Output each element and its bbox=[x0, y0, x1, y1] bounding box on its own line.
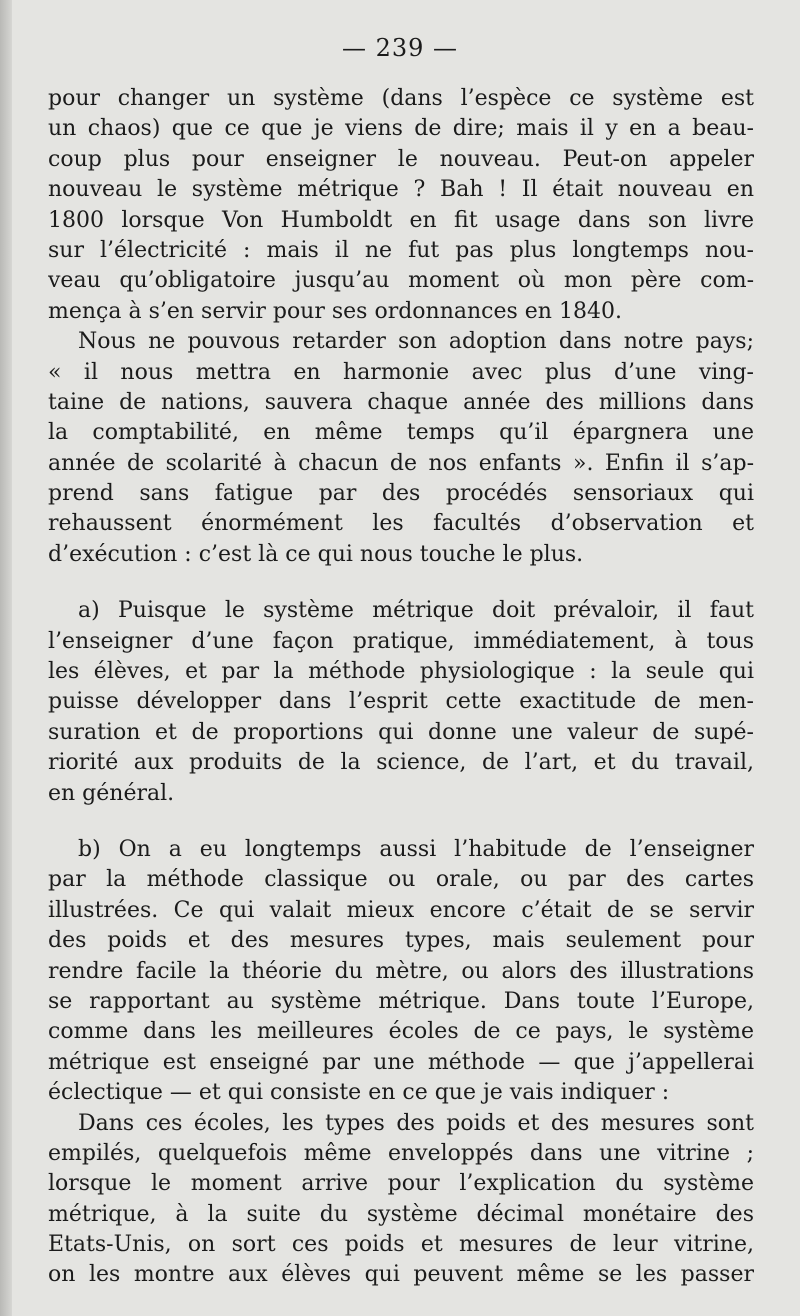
page-edge-shadow bbox=[0, 0, 12, 1316]
text-line: rehaussent énormément les facultés d’observation et bbox=[48, 511, 754, 537]
text-line: année de scolarité à chacun de nos enfants ». Enfin il s’ap- bbox=[48, 450, 754, 476]
paragraph-gap bbox=[48, 570, 754, 596]
text-line: suration et de proportions qui donne une valeur de supé- bbox=[48, 719, 754, 745]
text-line: sur l’électricité : mais il ne fut pas plus longtemps nou- bbox=[48, 237, 754, 263]
paragraph-1 bbox=[48, 84, 754, 327]
text-line: les élèves, et par la méthode physiologique : la seule qui bbox=[48, 659, 754, 685]
text-line: riorité aux produits de la science, de l’art, et du travail, bbox=[48, 750, 754, 776]
text-line: mença à s’en servir pour ses ordonnances en 1840. bbox=[48, 298, 622, 324]
text-line: prend sans fatigue par des procédés sensoriaux qui bbox=[48, 481, 754, 507]
text-line: puisse développer dans l’esprit cette exactitude de men- bbox=[48, 689, 754, 715]
text-line: veau qu’obligatoire jusqu’au moment où mon père com- bbox=[48, 268, 754, 294]
paragraph-5 bbox=[48, 1109, 754, 1291]
text-line: on les montre aux élèves qui peuvent même se les passer bbox=[48, 1262, 754, 1288]
text-line: comme dans les meilleures écoles de ce pays, le système bbox=[48, 1019, 754, 1045]
text-line: un chaos) que ce que je viens de dire; mais il y en a beau- bbox=[48, 116, 754, 142]
text-line: par la méthode classique ou orale, ou par des cartes bbox=[48, 867, 754, 893]
paragraph-3 bbox=[48, 596, 754, 809]
text-line: empilés, quelquefois même enveloppés dans une vitrine ; bbox=[48, 1140, 754, 1166]
text-line: nouveau le système métrique ? Bah ! Il était nouveau en bbox=[48, 177, 754, 203]
text-line: lorsque le moment arrive pour l’explication du système bbox=[48, 1171, 754, 1197]
text-line: métrique, à la suite du système décimal monétaire des bbox=[48, 1201, 754, 1227]
text-line: illustrées. Ce qui valait mieux encore c’était de se servir bbox=[48, 897, 754, 923]
text-line: b) On a eu longtemps aussi l’habitude de l’enseigner bbox=[78, 836, 754, 862]
paragraph-4 bbox=[48, 835, 754, 1109]
paragraph-gap bbox=[48, 809, 754, 835]
text-line: en général. bbox=[48, 780, 175, 806]
text-line: se rapportant au système métrique. Dans toute l’Europe, bbox=[48, 988, 754, 1014]
text-line: l’enseigner d’une façon pratique, immédiatement, à tous bbox=[48, 628, 754, 654]
text-line: rendre facile la théorie du mètre, ou alors des illustrations bbox=[48, 958, 754, 984]
text-line: Etats-Unis, on sort ces poids et mesures de leur vitrine, bbox=[48, 1232, 754, 1258]
text-line: métrique est enseigné par une méthode — que j’appellerai bbox=[48, 1049, 754, 1075]
text-line: Nous ne pouvous retarder son adoption dans notre pays; bbox=[78, 329, 754, 355]
text-line: taine de nations, sauvera chaque année des millions dans bbox=[48, 389, 754, 415]
text-line: éclectique — et qui consiste en ce que je vais indiquer : bbox=[48, 1080, 670, 1106]
text-line: des poids et des mesures types, mais seulement pour bbox=[48, 928, 754, 954]
text-line: la comptabilité, en même temps qu’il épargnera une bbox=[48, 420, 754, 446]
text-line: coup plus pour enseigner le nouveau. Peut-on appeler bbox=[48, 146, 754, 172]
text-line: d’exécution : c’est là ce qui nous touche le plus. bbox=[48, 541, 584, 567]
page-number: — 239 — bbox=[341, 34, 459, 62]
text-line: pour changer un système (dans l’espèce ce système est bbox=[48, 86, 754, 111]
body-text bbox=[48, 84, 754, 1291]
text-line: 1800 lorsque Von Humboldt en fit usage dans son livre bbox=[48, 207, 754, 233]
text-line: « il nous mettra en harmonie avec plus d’une ving- bbox=[48, 359, 754, 385]
paragraph-2 bbox=[48, 327, 754, 570]
text-line: a) Puisque le système métrique doit prévaloir, il faut bbox=[78, 598, 754, 624]
text-line: Dans ces écoles, les types des poids et des mesures sont bbox=[78, 1110, 754, 1136]
